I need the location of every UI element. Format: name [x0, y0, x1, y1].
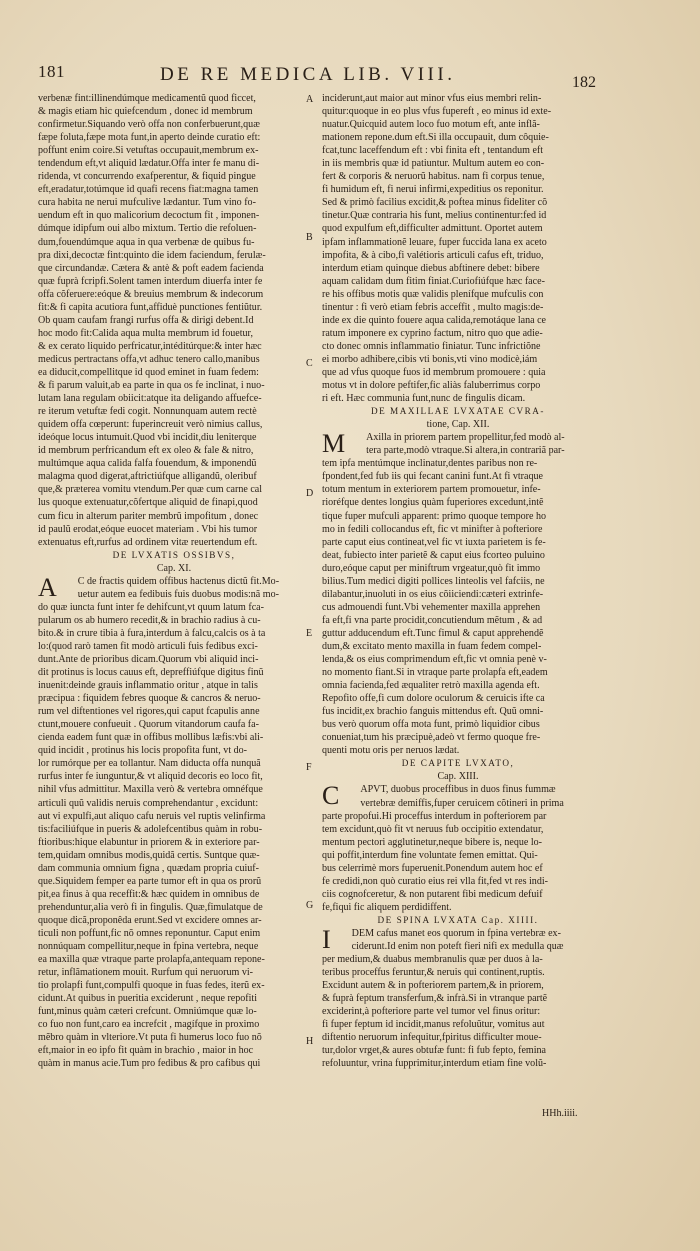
- text-line: diftentio neruorum infequitur,fpiritus difficulter moue-: [322, 1032, 542, 1044]
- text-line: APVT, duobus proceffibus in duos finus fummæ: [360, 784, 556, 796]
- running-title: DE RE MEDICA LIB. VIII.: [160, 64, 456, 85]
- text-line: ipfam inflammationẽ leuare, fuper fuccida lana ex aceto: [322, 236, 547, 248]
- text-line: que,& præterea vomitu vtendum.Per quæ cum carne cal: [38, 484, 263, 496]
- text-line: fæpe foluta,fæpe mota funt,in aperto deinde curatio eft:: [38, 132, 261, 144]
- text-line: fi humidum eft, fi nerui infirmi,expeditius os reponitur.: [322, 184, 544, 196]
- text-line: vertebræ demiffis,fuper ceruicem cõtineri in prima: [360, 797, 564, 809]
- text-line: tique fuper mufculi apparent: primo quoque tempore ho: [322, 510, 547, 522]
- text-line: inuenit:deinde grauis inflammatio oritur , atque in talis: [38, 680, 258, 692]
- text-line: parte propofui.Hi proceffus interdum in pofteriorem par: [322, 810, 547, 822]
- text-line: que.Siquidem femper ea parte tumor eft in qua os prorũ: [38, 875, 262, 887]
- text-line: ea diducit,compellitque id quod eminet in fuam fedem:: [38, 366, 259, 378]
- drop-cap: A: [38, 572, 57, 602]
- text-line: fcat,tunc laceffendum eft : vbi finita eft , tentandum eft: [322, 145, 544, 157]
- right-column: [322, 92, 594, 1071]
- text-line: rurfus inter fe iunguntur,& vt aliquid decoris eo loco fit,: [38, 771, 263, 783]
- text-line: qui poffit,interdum fine voluntate femen emittat. Qui-: [322, 849, 538, 861]
- text-line: tera parte,modò vtraque.Si altera,in contrariã par-: [366, 445, 565, 457]
- text-line: offa cõferuere:eóque & breuius membrum & indecorum: [38, 288, 264, 300]
- text-line: ticuli non poffunt,fic nõ omnes reponuntur. Caput enim: [38, 928, 261, 939]
- text-line: dunt.Ante de prioribus dicam.Quorum vbi aliquid inci-: [38, 654, 259, 666]
- text-line: bus celerrimè mors fuperuenit.Ponendum autem hoc ef: [322, 862, 543, 874]
- text-line: & fi parum valuit,ab ea parte in qua os fe inclinat, i nuo-: [38, 380, 265, 392]
- text-line: ea maxilla quæ vtraque parte prolapfa,antequam repone-: [38, 954, 265, 966]
- text-line: retur, inflãmationem mouit. Rurfum qui neruorum vi-: [38, 967, 254, 979]
- text-line: cus admouendi funt.Vbi vehementer maxilla apprehen: [322, 601, 541, 613]
- text-line: funt,minus quàm cæteri crefcunt. Omniúmque quæ lo-: [38, 1006, 257, 1018]
- text-line: interdum etiam quinque diebus abftinere debet: bibere: [322, 262, 540, 274]
- margin-letter: D: [306, 488, 314, 499]
- text-line: DEM cafus manet eos quorum in fpina vertebræ ex-: [351, 928, 561, 939]
- text-line: fa eft,fi vna parte procidit,concutiendum mẽtum , & ad: [322, 614, 543, 626]
- paragraph: [38, 92, 310, 549]
- text-line: tinentur : fi verò etiam febris acceffit , multo magis:de-: [322, 301, 544, 313]
- margin-letter: B: [306, 232, 313, 243]
- chapter-heading: DE SPINA LVXATA Cap. XIIII.: [377, 914, 539, 925]
- text-line: ciis cognofceretur, & non putarent fibi medicum defuif: [322, 888, 543, 900]
- text-line: mẽbro quàm in vlteriore.Vt puta fi humerus loco fuo nõ: [38, 1032, 262, 1044]
- text-line: Sed & primò facilius excidit,& poftea minus fideliter cõ: [322, 197, 548, 209]
- paragraph: [38, 572, 313, 1071]
- text-line: quitur:quoque in eo plus vfus fupereft , eo minus id exte-: [322, 106, 552, 118]
- text-line: extenuatus eft,rurfus ad ordinem vitæ reuertendum eft.: [38, 536, 258, 548]
- text-line: fi fuper feptum id incidit,manus refoluũtur, vomitus aut: [322, 1019, 545, 1031]
- text-line: uetur autem ea fedibuis fuis duobus modis:nã mo-: [77, 588, 279, 600]
- text-line: eft,maior in eo ipfo fit quàm in brachio , maior in hoc: [38, 1045, 254, 1057]
- page-number-right: 182: [572, 74, 596, 91]
- chapter-subheading: Cap. XI.: [156, 562, 192, 574]
- text-line: no momento fiant.Si in vtraque parte prolapfa eft,eadem: [322, 667, 548, 679]
- text-line: cienda eadem funt quæ in offibus mollibus læfis:vbi ali-: [38, 732, 264, 744]
- text-line: aut vi expulfi,aut aliquo cafu neruis vel ruptis velinfirma: [38, 810, 266, 822]
- text-line: pra dixi,decoctæ fint:quinto die idem faciendum, ferulæ-: [38, 249, 266, 261]
- text-line: totum mentum in exteriorem partem promouetur, infe-: [322, 484, 541, 496]
- text-line: ridenda, vt concurrendo exafperentur, & fiquid pingue: [38, 171, 256, 183]
- text-line: cto donec omnis inflammatio finiatur. Tunc infrictiõne: [322, 340, 541, 352]
- text-line: bus verò quorum offa mota funt, primò liquidior cibus: [322, 719, 540, 731]
- text-line: articuli quũ validis neruis comprehendantur , excidunt:: [38, 797, 259, 809]
- text-line: quod expulfum eft,difficulter admittunt. Oportet autem: [322, 223, 543, 235]
- margin-letter: A: [306, 94, 314, 105]
- text-line: co fuo non funt,caro ea increfcit , magífque in proximo: [38, 1019, 260, 1031]
- text-line: præcipua : fiquidem febres quoque & cancros & neruo-: [38, 693, 261, 705]
- text-line: re iterum vetuftæ fedi cogit. Nonnunquam autem rectè: [38, 406, 257, 418]
- text-line: nuatur.Quicquid autem loco fuo motum eft, ante inflã-: [322, 119, 540, 131]
- margin-letter: C: [306, 358, 313, 369]
- printer-signature: HHh.iiii.: [542, 1108, 578, 1119]
- text-line: bito.& in crure tibia à fura,interdum à falcu,calcis os à ta: [38, 627, 266, 639]
- text-line: medicus pertractans offa,vt adhuc tenero callo,manibus: [38, 353, 260, 365]
- margin-letter: E: [306, 628, 313, 639]
- text-line: & magis etiam hic quiefcendum , donec id membrum: [38, 106, 253, 118]
- text-line: lenda,& os eius comprimendum eft,fic vt omnia penè v-: [322, 654, 547, 666]
- left-column: [38, 92, 313, 1071]
- text-line: guttur adducendum eft.Tunc fimul & caput apprehendẽ: [322, 627, 544, 639]
- chapter-heading: DE CAPITE LVXATO,: [401, 758, 515, 769]
- text-line: tio prolapfi funt,compulfi quoque in fuas fedes, iterũ ex-: [38, 980, 265, 992]
- text-line: hoc modo fit:Calida aqua multa membrum id fouetur,: [38, 327, 253, 339]
- text-line: fus incidit,ex brachio fanguis mittendus eft. Quũ omni-: [322, 706, 544, 718]
- text-line: tinetur.Quæ contraria his funt, melius continentur:fed id: [322, 210, 547, 222]
- text-line: bilius.Tum medici digiti pollices linteolis vel fafciis, ne: [322, 575, 545, 587]
- text-line: ciderunt.Id enim non poteft fieri nifi ex medulla quæ: [351, 941, 564, 953]
- paragraph: [322, 783, 594, 913]
- text-line: teribus proceffus feruntur,& neruis qui continent,ruptis.: [322, 967, 545, 979]
- text-line: mentum pectori agglutinetur,neque bibere is, neque lo-: [322, 836, 543, 848]
- text-line: ideóque locus intumuit.Quod vbi incidit,diu leniterque: [38, 432, 257, 444]
- text-line: tem ipfa mentúmque inclinatur,dentes paribus non re-: [322, 458, 538, 470]
- text-line: parte caput eius contineat,vel fic vt iuxta parietem is fe-: [322, 536, 546, 548]
- page-number-left: 181: [38, 62, 65, 81]
- text-line: prehenduntur,alia verò fi in fingulis. Quæ,fimulatque de: [38, 901, 263, 913]
- text-line: quidem offa cœperunt: fuperincreuit verò nimius callus,: [38, 419, 263, 431]
- text-line: lor rumórque per ea tollantur. Nam diducta offa nunquã: [38, 758, 261, 770]
- text-line: lutam lana regulam obiicit:atque ita deligando affuefce-: [38, 393, 262, 405]
- text-line: nonnúquam compellitur,neque in fpina vertebra, neque: [38, 941, 259, 953]
- text-line: dilabantur,inuoluti in os eius cõiiciendi:cæteri extrinfe-: [322, 588, 544, 600]
- text-line: duro,eóque caput per miniftrum vrgeatur,quò fit immo: [322, 562, 541, 574]
- text-line: fe,fiqui fic aliquem perdidiffent.: [322, 901, 452, 913]
- text-line: C de fractis quidem offibus hactenus dictũ fit.Mo-: [77, 575, 280, 587]
- text-line: quàm in manus acie.Tum pro fedibus & pro cafibus qui: [38, 1058, 261, 1070]
- text-line: dam communia omnium figna , quædam propria cuiuf-: [38, 862, 259, 874]
- text-line: refoluuntur, vrina fupprimitur,interdum etiam fine volũ-: [322, 1058, 547, 1070]
- text-line: ftioribus:hique elabuntur in priorem & in exteriore par-: [38, 836, 260, 848]
- text-line: dum,fouendúmque aqua in qua verbenæ de quibus fu-: [38, 236, 255, 248]
- text-line: lus quoque extenuatur,cõfertque aliquid de finapi,quod: [38, 497, 258, 509]
- chapter-heading: DE MAXILLAE LVXATAE CVRA-: [371, 406, 545, 417]
- text-line: & fuprà feptum transferfum,& infrà.Si in vtranque partẽ: [322, 993, 548, 1005]
- text-line: dum,& excitato mento maxilla in fuam fedem compel-: [322, 640, 542, 652]
- text-line: do quæ iuncta funt inter fe dehifcunt,vt quum latum fca-: [38, 601, 264, 613]
- text-line: verbenæ fint:illinendúmque medicamentũ quod ficcet,: [38, 93, 256, 104]
- text-line: nihil vfus admittitur. Maxilla verò & vertebra omnéfque: [38, 784, 263, 796]
- text-line: pularum os ab humero recedit,& in brachio radius à cu-: [38, 614, 261, 626]
- text-line: cidunt.At quibus in pueritia exciderunt , neque repofiti: [38, 993, 258, 1005]
- text-line: fit:& fi capita acutiora funt,affiduè punctiones fentiũtur.: [38, 301, 263, 313]
- text-line: fpondent,fed fub iis qui fecant canini funt.At fi vtraque: [322, 471, 543, 483]
- text-line: omnia facienda,fed æqualiter retrò maxilla agenda eft.: [322, 680, 540, 692]
- text-line: ratum imponere ex cyprino factum, nitro quo que adie-: [322, 327, 543, 339]
- text-line: poffunt enim coire.Si vetuftas occupauit,membrum ex-: [38, 145, 259, 157]
- text-line: que circundandæ. Cætera & antè & poft eadem facienda: [38, 262, 264, 274]
- chapter-subheading: tione, Cap. XII.: [426, 419, 490, 431]
- text-line: quoque dicã,proponêda erunt.Sed vt excidere omnes ar-: [38, 914, 262, 926]
- text-line: id paulũ erodat,eóque euocet materiam . Vbi his tumor: [38, 523, 258, 535]
- chapter-heading: DE LVXATIS OSSIBVS,: [112, 549, 236, 560]
- text-line: ei morbo adhibere,cibis vti bonis,vti vino modicè,iám: [322, 353, 538, 365]
- text-line: inciderunt,aut maior aut minor vfus eius membri relin-: [322, 93, 542, 104]
- text-line: exciderint,à pofteriore parte vel tumor vel finus oritur:: [322, 1006, 541, 1018]
- text-line: eft,eradatur,totúmque id quafi recens fiat:magna tamen: [38, 184, 259, 196]
- text-line: conueniat,tum his præcipuè,adeò vt fermo quoque fre-: [322, 732, 541, 744]
- text-line: per medium,& duabus membranulis quæ per duos à la-: [322, 954, 543, 966]
- text-line: quæ fuprà fcripfi.Solent tamen interdum diuerfa inter fe: [38, 275, 263, 287]
- text-line: multúmque aqua calida falfa fouendum, & imponendũ: [38, 458, 257, 470]
- text-line: quid incidit , protinus his locis propofita funt, vt do-: [38, 745, 248, 757]
- margin-letter: G: [306, 900, 314, 911]
- chapter-subheading: Cap. XIII.: [437, 771, 479, 783]
- text-line: lo:(quod rarò tamen fit modò articuli fuis fedibus exci-: [38, 640, 258, 652]
- text-line: dit protinus is locus cauus eft, depreffiúfque digitus finũ: [38, 667, 264, 679]
- text-line: id membrum perfricandum eft ex oleo & fale & nitro,: [38, 445, 254, 457]
- text-line: cura habita ne nerui mufculive lædantur. Tum vino fo-: [38, 197, 256, 209]
- text-line: ri eft. Hæc communia funt,nunc de fingulis dicam.: [322, 393, 526, 405]
- text-line: que ad vfus quoque fuos id membrum promouere : quia: [322, 366, 546, 378]
- margin-letter: F: [306, 762, 312, 773]
- text-line: mo in fedili collocandus eft, fic vt minifter à pofteriore: [322, 523, 543, 535]
- text-line: tis:faciliúfque in pueris & adolefcentibus quàm in robu-: [38, 823, 263, 835]
- text-line: Excidunt autem & in pofteriorem partem,& in priorem,: [322, 980, 544, 992]
- text-line: uendum eft in quo malicorium decoctum fit , imponen-: [38, 210, 260, 222]
- text-line: confirmetur.Siquando verò offa non conferbuerunt,quæ: [38, 119, 260, 131]
- text-line: dúmque idipfum oui albo mixtum. Tertio die refoluen-: [38, 223, 257, 235]
- text-line: & ex cerato liquido perfricatur,intéditúrque:& inter hæc: [38, 340, 262, 352]
- text-line: motus vt in dolore peftifer,fic aliàs faluberrimus corpo: [322, 380, 541, 392]
- text-line: tur,dolor vrget,& aures obtufæ funt: fi fub fepto, femina: [322, 1045, 547, 1057]
- text-line: mationem repone.dum eft.Si illa occupauit, dum côquie-: [322, 132, 549, 144]
- text-line: ctunt,mouere confueuit . Quorum vitandorum caufa fa-: [38, 719, 259, 731]
- text-line: cum ficu in alterum pariter membrũ impofitum , donec: [38, 510, 259, 522]
- text-line: fe credidi,non quò curatio eius rei vlla fit,fed vt res indi-: [322, 875, 548, 887]
- text-line: inde ex die quinto fouere aqua calida,remotáque lana ce: [322, 314, 546, 326]
- text-line: pit,ea finus à qua receffit:& hæc quidem in omnibus de: [38, 888, 260, 900]
- text-line: deat, fubiecto inter parietẽ & caput eius fcorteo puluino: [322, 549, 545, 561]
- text-line: Repofito offe,fi cum dolore oculorum & ceruicis ifte ca: [322, 693, 545, 705]
- paragraph: [322, 431, 594, 757]
- text-line: rioréfque dentes longius quàm fuperiores excedunt,intẽ: [322, 497, 544, 509]
- text-line: tem excidunt,quò fit vt neruus fub occipitio extendatur,: [322, 823, 544, 835]
- paragraph: [322, 927, 594, 1071]
- margin-letter: H: [306, 1036, 314, 1047]
- paragraph: [322, 92, 594, 405]
- text-line: rum vel diftentiones vel rigores,qui caput fcapulis anne: [38, 706, 260, 718]
- text-line: aquam calidam dum fitim finiat.Curiofiúfque hæc face-: [322, 275, 545, 287]
- text-line: Ob quam caufam frangi rurfus offa & dirigi debent.Id: [38, 314, 254, 326]
- text-line: malagma quod digerat,aftrictiúfque alligandũ, oleribuf: [38, 471, 257, 483]
- text-line: fert & corporis & neruorũ habitus. nam fi corpus tenue,: [322, 171, 545, 183]
- text-line: Axilla in priorem partem propellitur,fed modò al-: [366, 432, 565, 444]
- drop-cap: I: [322, 925, 331, 954]
- text-line: in iis membris quæ id patiuntur. Multum autem eo con-: [322, 158, 545, 170]
- text-line: tendendum eft,vt aliquid lædatur.Offa inter fe manu di-: [38, 158, 260, 170]
- text-line: tem,quidam omnibus modis,quidã certis. Suntque quæ-: [38, 849, 260, 861]
- text-line: impofita, & à cibo,fi valétioris articuli cafus eft, triduo,: [322, 249, 544, 261]
- drop-cap: M: [322, 429, 346, 459]
- drop-cap: C: [322, 781, 340, 811]
- text-line: re his offibus motis quæ validis plenífque mufculis con: [322, 288, 544, 300]
- text-line: quenti motu oris per neruos lædat.: [322, 745, 460, 757]
